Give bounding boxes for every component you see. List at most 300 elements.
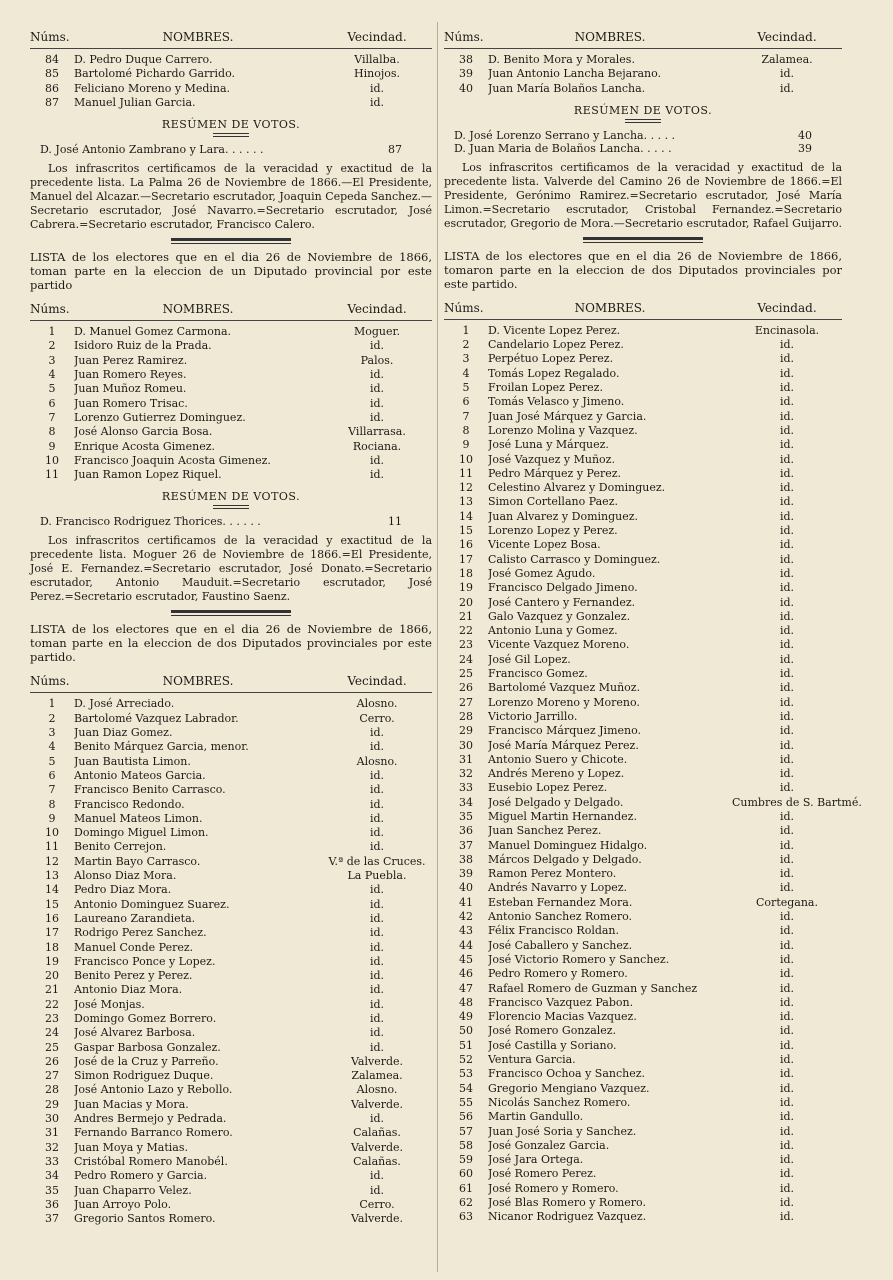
elector-number: 48 xyxy=(459,995,473,1009)
elector-number: 13 xyxy=(459,495,473,509)
resumen-heading: RESÚMEN DE VOTOS. xyxy=(161,118,301,132)
table-row xyxy=(30,969,432,983)
elector-number: 43 xyxy=(459,924,473,938)
table-row xyxy=(30,697,432,711)
elector-vecindad: Valverde. xyxy=(350,1212,404,1226)
header-nombres: NOMBRES. xyxy=(574,300,646,315)
table-row xyxy=(444,338,842,352)
elector-name: Juan Ramon Lopez Riquel. xyxy=(74,468,222,482)
elector-number: 50 xyxy=(459,1024,473,1038)
table-row xyxy=(444,610,842,624)
elector-vecindad: id. xyxy=(779,981,795,995)
elector-name: Francisco Ochoa y Sanchez. xyxy=(488,1067,646,1081)
elector-number: 37 xyxy=(459,838,473,852)
elector-vecindad: id. xyxy=(369,783,385,797)
elector-number: 18 xyxy=(45,940,59,954)
elector-number: 2 xyxy=(48,339,56,353)
elector-name: José Gil Lopez. xyxy=(488,652,571,666)
elector-number: 28 xyxy=(45,1083,59,1097)
elector-vecindad: Villarrasa. xyxy=(348,425,406,439)
table-row xyxy=(444,739,842,753)
elector-number: 30 xyxy=(45,1112,59,1126)
table-row xyxy=(444,581,842,595)
elector-vecindad: id. xyxy=(369,1011,385,1025)
elector-vecindad: Cumbres de S. Bartmé. xyxy=(732,795,862,809)
elector-number: 40 xyxy=(459,881,473,895)
elector-name: Nicanor Rodriguez Vazquez. xyxy=(488,1210,647,1224)
elector-name: Bartolomé Vazquez Muñoz. xyxy=(488,681,641,695)
elector-number: 41 xyxy=(459,895,473,909)
table-row xyxy=(444,982,842,996)
double-rule xyxy=(213,505,249,509)
elector-vecindad: id. xyxy=(779,1210,795,1224)
elector-vecindad: id. xyxy=(369,926,385,940)
table-row xyxy=(444,324,842,338)
resumen-heading: RESÚMEN DE VOTOS. xyxy=(573,103,713,117)
elector-name: Antonio Luna y Gomez. xyxy=(488,624,618,638)
table-row xyxy=(444,1210,842,1224)
elector-vecindad: id. xyxy=(779,409,795,423)
elector-name: Antonio Mateos Garcia. xyxy=(74,768,206,782)
elector-name: Juan Romero Reyes. xyxy=(74,368,187,382)
elector-number: 19 xyxy=(459,581,473,595)
elector-name: Francisco Vazquez Pabon. xyxy=(488,995,634,1009)
table-row xyxy=(30,755,432,769)
elector-vecindad: id. xyxy=(779,1038,795,1052)
elector-number: 29 xyxy=(45,1097,59,1111)
table-row xyxy=(30,798,432,812)
table-row xyxy=(30,1026,432,1040)
elector-vecindad: id. xyxy=(779,495,795,509)
table-row xyxy=(444,696,842,710)
elector-vecindad: id. xyxy=(369,1026,385,1040)
table-row xyxy=(30,82,432,96)
elector-vecindad: id. xyxy=(779,624,795,638)
elector-number: 5 xyxy=(462,381,470,395)
header-rule xyxy=(30,692,432,693)
elector-name: Andres Bermejo y Pedrada. xyxy=(74,1112,227,1126)
elector-vecindad: Valverde. xyxy=(350,1097,404,1111)
elector-name: José Caballero y Sanchez. xyxy=(488,938,633,952)
elector-number: 38 xyxy=(459,852,473,866)
elector-name: Celestino Alvarez y Dominguez. xyxy=(488,481,666,495)
elector-vecindad: id. xyxy=(779,709,795,723)
resumen-heading: RESÚMEN DE VOTOS. xyxy=(161,490,301,504)
elector-name: Manuel Julian Garcia. xyxy=(74,95,196,109)
elector-number: 52 xyxy=(459,1053,473,1067)
elector-list xyxy=(30,53,432,110)
certification-paragraph: Los infrascritos certificamos de la veracidad y exactitud de la precedente lista. Moguer 26 de Noviembre de 1866.=El Presidente, José E. Fernandez.=Secretario escrutador, José Donato.=Secretario escrutador, Antonio Mauduit.=Secretario escrutador, José Perez.=Secretario escrutador, Faustino Saenz. xyxy=(30,534,432,604)
elector-vecindad: id. xyxy=(779,838,795,852)
elector-vecindad: Cerro. xyxy=(359,711,395,725)
table-row xyxy=(30,53,432,67)
elector-number: 21 xyxy=(45,983,59,997)
table-row xyxy=(30,898,432,912)
elector-name: Benito Cerrejon. xyxy=(74,840,167,854)
elector-number: 56 xyxy=(459,1110,473,1124)
elector-name: José Castilla y Soriano. xyxy=(488,1038,617,1052)
elector-name: Juan Perez Ramirez. xyxy=(74,353,188,367)
header-nums: Núms. xyxy=(444,30,484,44)
table-row xyxy=(30,812,432,826)
elector-number: 53 xyxy=(459,1067,473,1081)
section-rule-thin xyxy=(583,242,703,243)
elector-name: Rodrigo Perez Sanchez. xyxy=(74,926,207,940)
elector-number: 12 xyxy=(459,481,473,495)
elector-number: 61 xyxy=(459,1181,473,1195)
table-header xyxy=(30,298,432,316)
elector-vecindad: id. xyxy=(779,609,795,623)
elector-number: 62 xyxy=(459,1196,473,1209)
header-nums: Núms. xyxy=(30,302,70,317)
elector-vecindad: id. xyxy=(369,1040,385,1054)
table-row xyxy=(444,781,842,795)
elector-vecindad: id. xyxy=(779,924,795,938)
elector-vecindad: id. xyxy=(779,452,795,466)
elector-vecindad: Rociana. xyxy=(352,439,402,453)
section-rule-thin xyxy=(171,615,291,616)
elector-name: José Victorio Romero y Sanchez. xyxy=(488,952,670,966)
elector-name: D. Benito Mora y Morales. xyxy=(488,53,635,66)
table-row xyxy=(444,1167,842,1181)
elector-number: 1 xyxy=(48,697,56,711)
table-row xyxy=(444,524,842,538)
table-row xyxy=(30,325,432,339)
elector-vecindad: id. xyxy=(779,1196,795,1209)
elector-name: Simon Cortellano Paez. xyxy=(488,495,618,509)
table-row xyxy=(30,67,432,81)
elector-name: José María Márquez Perez. xyxy=(488,738,639,752)
elector-vecindad: id. xyxy=(779,910,795,924)
elector-number: 40 xyxy=(459,81,473,95)
elector-vecindad: Alosno. xyxy=(356,754,398,768)
elector-number: 6 xyxy=(48,396,56,410)
elector-number: 27 xyxy=(459,695,473,709)
elector-name: D. Manuel Gomez Carmona. xyxy=(74,325,232,339)
header-rule xyxy=(444,48,842,49)
table-row xyxy=(444,653,842,667)
elector-number: 21 xyxy=(459,609,473,623)
table-row xyxy=(444,424,842,438)
elector-number: 9 xyxy=(462,438,470,452)
elector-vecindad: id. xyxy=(779,738,795,752)
elector-number: 39 xyxy=(459,867,473,881)
elector-name: Juan Alvarez y Dominguez. xyxy=(488,509,639,523)
elector-vecindad: id. xyxy=(779,824,795,838)
table-row xyxy=(30,96,432,110)
elector-number: 3 xyxy=(48,353,56,367)
elector-number: 31 xyxy=(45,1126,59,1140)
elector-vecindad: id. xyxy=(779,809,795,823)
table-row xyxy=(444,867,842,881)
header-nums: Núms. xyxy=(444,300,484,315)
elector-name: Bartolomé Vazquez Labrador. xyxy=(74,711,239,725)
elector-vecindad: id. xyxy=(369,826,385,840)
elector-number: 54 xyxy=(459,1081,473,1095)
elector-name: Domingo Gomez Borrero. xyxy=(74,1011,217,1025)
table-row xyxy=(444,367,842,381)
elector-vecindad: id. xyxy=(369,95,385,109)
elector-vecindad: id. xyxy=(369,997,385,1011)
elector-vecindad: id. xyxy=(369,940,385,954)
elector-number: 12 xyxy=(45,854,59,868)
elector-name: Andrés Mereno y Lopez. xyxy=(488,767,625,781)
table-row xyxy=(30,1198,432,1212)
elector-number: 60 xyxy=(459,1167,473,1181)
table-row xyxy=(30,912,432,926)
elector-vecindad: id. xyxy=(779,1124,795,1138)
elector-name: Lorenzo Moreno y Moreno. xyxy=(488,695,640,709)
elector-vecindad: id. xyxy=(779,1067,795,1081)
elector-vecindad: Alosno. xyxy=(356,1083,398,1097)
elector-number: 15 xyxy=(45,897,59,911)
elector-vecindad: id. xyxy=(779,995,795,1009)
elector-number: 45 xyxy=(459,952,473,966)
elector-number: 33 xyxy=(45,1154,59,1168)
table-row xyxy=(30,1069,432,1083)
elector-vecindad: id. xyxy=(779,552,795,566)
elector-name: Simon Rodriguez Duque. xyxy=(74,1069,214,1083)
table-row xyxy=(444,753,842,767)
elector-name: D. Pedro Duque Carrero. xyxy=(74,53,213,66)
elector-list xyxy=(30,697,432,1226)
elector-number: 36 xyxy=(459,824,473,838)
elector-vecindad: id. xyxy=(779,1095,795,1109)
elector-vecindad: id. xyxy=(779,867,795,881)
elector-number: 16 xyxy=(459,538,473,552)
elector-name: Francisco Joaquin Acosta Gimenez. xyxy=(74,453,271,467)
elector-vecindad: V.ª de las Cruces. xyxy=(328,854,426,868)
elector-name: Candelario Lopez Perez. xyxy=(488,338,624,352)
vote-line xyxy=(30,515,432,528)
elector-name: Juan María Bolaños Lancha. xyxy=(488,81,646,95)
elector-vecindad: id. xyxy=(779,423,795,437)
elector-name: José Blas Romero y Romero. xyxy=(488,1196,646,1209)
elector-number: 9 xyxy=(48,811,56,825)
elector-number: 29 xyxy=(459,724,473,738)
table-row xyxy=(444,567,842,581)
elector-number: 51 xyxy=(459,1038,473,1052)
elector-vecindad: id. xyxy=(779,67,795,81)
elector-number: 11 xyxy=(45,468,59,482)
elector-name: Esteban Fernandez Mora. xyxy=(488,895,633,909)
table-row xyxy=(30,354,432,368)
elector-number: 35 xyxy=(459,809,473,823)
table-row xyxy=(30,983,432,997)
elector-number: 22 xyxy=(459,624,473,638)
elector-name: José Delgado y Delgado. xyxy=(488,795,624,809)
elector-name: Benito Perez y Perez. xyxy=(74,969,193,983)
elector-number: 6 xyxy=(462,395,470,409)
elector-vecindad: id. xyxy=(779,438,795,452)
elector-vecindad: id. xyxy=(779,81,795,95)
table-row xyxy=(444,352,842,366)
header-rule xyxy=(30,320,432,321)
elector-number: 13 xyxy=(45,869,59,883)
elector-name: D. José Arreciado. xyxy=(74,697,175,711)
elector-number: 24 xyxy=(459,652,473,666)
table-row xyxy=(30,1083,432,1097)
elector-number: 4 xyxy=(48,740,56,754)
elector-vecindad: Villalba. xyxy=(354,53,400,66)
elector-name: José Luna y Márquez. xyxy=(488,438,609,452)
table-row xyxy=(30,826,432,840)
table-row xyxy=(444,395,842,409)
vote-count: 39 xyxy=(798,141,812,155)
elector-name: Antonio Sanchez Romero. xyxy=(488,910,633,924)
section-rule-thick xyxy=(583,237,703,240)
elector-name: Juan Diaz Gomez. xyxy=(74,726,173,740)
table-row xyxy=(444,681,842,695)
elector-vecindad: Calañas. xyxy=(353,1154,401,1168)
elector-name: Tomás Velasco y Jimeno. xyxy=(488,395,625,409)
elector-name: Ramon Perez Montero. xyxy=(488,867,617,881)
elector-vecindad: id. xyxy=(779,524,795,538)
table-row xyxy=(30,1169,432,1183)
table-row xyxy=(30,1098,432,1112)
elector-name: Gregorio Santos Romero. xyxy=(74,1212,216,1226)
elector-name: Perpétuo Lopez Perez. xyxy=(488,352,614,366)
table-header xyxy=(30,26,432,44)
double-rule xyxy=(213,133,249,137)
header-vecindad: Vecindad. xyxy=(347,30,407,44)
elector-name: Florencio Macias Vazquez. xyxy=(488,1010,637,1024)
elector-name: José Antonio Lazo y Rebollo. xyxy=(74,1083,233,1097)
table-row xyxy=(444,481,842,495)
elector-vecindad: id. xyxy=(779,581,795,595)
elector-name: Manuel Mateos Limon. xyxy=(74,811,203,825)
elector-vecindad: id. xyxy=(779,1153,795,1167)
elector-name: Pedro Romero y Garcia. xyxy=(74,1169,208,1183)
elector-number: 18 xyxy=(459,566,473,580)
elector-number: 49 xyxy=(459,1010,473,1024)
table-row xyxy=(30,998,432,1012)
table-row xyxy=(444,667,842,681)
elector-number: 6 xyxy=(48,768,56,782)
table-row xyxy=(444,1139,842,1153)
elector-name: Juan Arroyo Polo. xyxy=(74,1197,172,1211)
elector-name: Francisco Ponce y Lopez. xyxy=(74,954,216,968)
table-header xyxy=(444,297,842,315)
table-row xyxy=(444,1024,842,1038)
elector-number: 37 xyxy=(45,1212,59,1226)
header-rule xyxy=(30,48,432,49)
header-nombres: NOMBRES. xyxy=(162,674,234,689)
elector-vecindad: id. xyxy=(369,1112,385,1126)
elector-number: 55 xyxy=(459,1095,473,1109)
table-row xyxy=(444,724,842,738)
lista-heading: LISTA de los electores que en el dia 26 de Noviembre de 1866, toman parte en la eleccion de un Diputado provincial por este partido xyxy=(30,250,432,293)
elector-vecindad: id. xyxy=(779,338,795,352)
elector-number: 39 xyxy=(459,67,473,81)
table-row xyxy=(444,1110,842,1124)
elector-number: 14 xyxy=(459,509,473,523)
elector-number: 7 xyxy=(48,410,56,424)
table-row xyxy=(444,910,842,924)
elector-vecindad: id. xyxy=(369,339,385,353)
table-row xyxy=(30,468,432,482)
elector-vecindad: id. xyxy=(779,381,795,395)
table-row xyxy=(444,1196,842,1210)
elector-vecindad: id. xyxy=(779,466,795,480)
elector-number: 17 xyxy=(45,926,59,940)
elector-name: Antonio Dominguez Suarez. xyxy=(74,897,230,911)
elector-vecindad: id. xyxy=(369,797,385,811)
table-row xyxy=(444,410,842,424)
elector-vecindad: id. xyxy=(779,752,795,766)
table-row xyxy=(30,1055,432,1069)
elector-name: Antonio Suero y Chicote. xyxy=(488,752,628,766)
elector-name: José Cantero y Fernandez. xyxy=(488,595,636,609)
table-row xyxy=(444,1010,842,1024)
table-row xyxy=(444,996,842,1010)
elector-vecindad: id. xyxy=(369,726,385,740)
table-row xyxy=(444,1125,842,1139)
vote-line xyxy=(30,143,432,156)
elector-vecindad: Moguer. xyxy=(353,325,401,339)
elector-vecindad: id. xyxy=(369,396,385,410)
elector-number: 9 xyxy=(48,439,56,453)
header-rule xyxy=(444,319,842,320)
candidate-name: D. Francisco Rodriguez Thorices. . . . . . xyxy=(40,515,261,529)
column-divider xyxy=(437,22,438,1272)
elector-number: 26 xyxy=(45,1054,59,1068)
elector-number: 2 xyxy=(462,338,470,352)
table-row xyxy=(444,710,842,724)
left-column xyxy=(30,26,432,1226)
table-row xyxy=(444,381,842,395)
elector-number: 59 xyxy=(459,1153,473,1167)
elector-number: 34 xyxy=(459,795,473,809)
table-row xyxy=(444,967,842,981)
elector-vecindad: Hinojos. xyxy=(354,67,400,81)
elector-number: 7 xyxy=(462,409,470,423)
lista-heading: LISTA de los electores que en el dia 26 de Noviembre de 1866, toman parte en la eleccion de dos Diputados provinciales por este partido. xyxy=(30,622,432,665)
elector-number: 22 xyxy=(45,997,59,1011)
table-row xyxy=(444,510,842,524)
header-nombres: NOMBRES. xyxy=(574,30,646,44)
table-row xyxy=(30,368,432,382)
elector-name: Martin Bayo Carrasco. xyxy=(74,854,201,868)
section-rule-thin xyxy=(171,243,291,244)
elector-list xyxy=(444,323,862,1225)
header-nums: Núms. xyxy=(30,30,70,44)
elector-number: 23 xyxy=(45,1011,59,1025)
elector-number: 24 xyxy=(45,1026,59,1040)
elector-number: 5 xyxy=(48,754,56,768)
elector-name: Francisco Gomez. xyxy=(488,667,588,681)
elector-name: José Monjas. xyxy=(74,997,145,1011)
elector-name: Enrique Acosta Gimenez. xyxy=(74,439,216,453)
elector-number: 27 xyxy=(45,1069,59,1083)
elector-name: José Romero Perez. xyxy=(488,1167,597,1181)
table-row xyxy=(30,883,432,897)
candidate-name: D. José Lorenzo Serrano y Lancha. . . . . xyxy=(454,128,676,142)
certification-paragraph: Los infrascritos certificamos de la veracidad y exactitud de la precedente lista. La Palma 26 de Noviembre de 1866.—El Presidente, Manuel del Alcazar.—Secretario escrutador, Joaquin Cepeda Sanchez.—Secretario escrutador, José Navarro.=Secretario escrutador, José Cabrera.=Secretario escrutador, Francisco Calero. xyxy=(30,162,432,232)
elector-number: 4 xyxy=(462,366,470,380)
elector-number: 32 xyxy=(45,1140,59,1154)
elector-number: 1 xyxy=(48,325,56,339)
elector-vecindad: id. xyxy=(779,967,795,981)
elector-number: 8 xyxy=(48,797,56,811)
elector-name: Juan Sanchez Perez. xyxy=(488,824,602,838)
elector-vecindad: id. xyxy=(779,881,795,895)
elector-number: 57 xyxy=(459,1124,473,1138)
elector-vecindad: id. xyxy=(779,1081,795,1095)
elector-vecindad: id. xyxy=(369,453,385,467)
elector-number: 63 xyxy=(459,1210,473,1224)
table-row xyxy=(444,1153,842,1167)
